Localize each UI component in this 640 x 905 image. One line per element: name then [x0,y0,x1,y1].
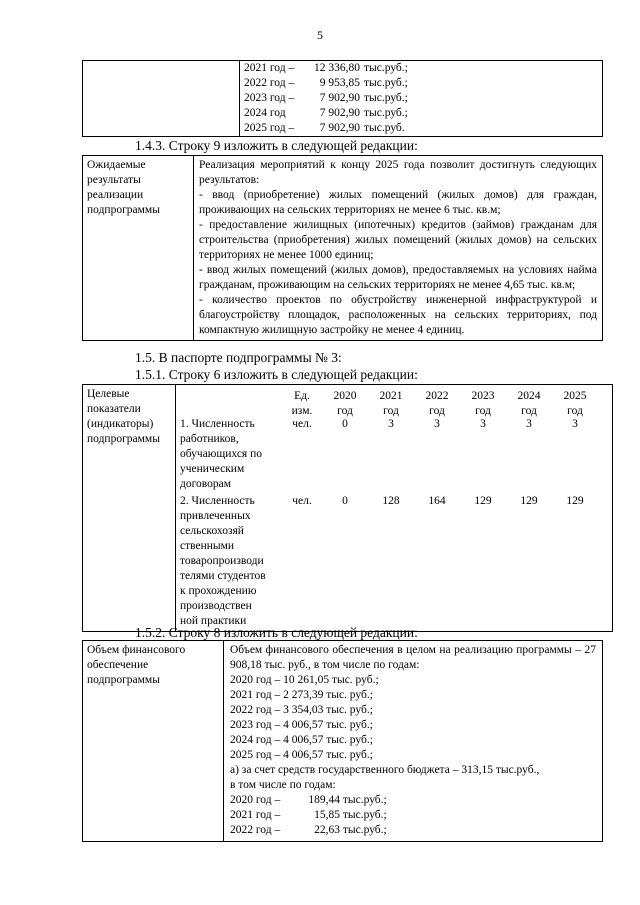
indicator-value: 0 [342,495,348,507]
financing-year-line: 2022 год – 3 354,03 тыс. руб.; [230,704,373,716]
expected-results-label: Ожидаемые результаты реализации подпрограммы [83,156,194,341]
label-line: Объем финансового [87,644,186,656]
label-line: (индикаторы) [87,418,154,430]
financing-year-line: 2025 год – 4 006,57 тыс. руб.; [230,749,373,761]
indicator-value: 3 [526,418,532,430]
financing-intro: Объем финансового обеспечения в целом на реализацию программы – 27 908,18 тыс. руб., в том числе по годам: [230,644,596,671]
financing-row [244,76,598,91]
financing-year: 2025 год – [244,122,295,134]
target-indicators-table [82,384,613,632]
financing-label [83,641,224,842]
result-paragraph: - предоставление жилищных (ипотечных) кредитов (займов) гражданам для строительства (приобретения) жилых помещений (жилых домов) на сельских территориях не менее 1000 единиц; [199,219,597,261]
page-number: 5 [317,28,323,42]
financing-year: 2022 год – [244,77,295,89]
indicator-row [176,417,612,492]
financing-years-cell [240,61,603,137]
heading-1-5-2: 1.5.2. Строку 8 изложить в следующей редакции: [135,625,418,640]
financing-content [224,641,603,842]
result-paragraph: - ввод (приобретение) жилых помещений (жилых домов) для граждан, проживающих на сельских территориях не менее 6 тыс. кв.м; [199,189,597,216]
financing-volume-table [82,640,603,842]
indicator-unit: чел. [292,495,312,507]
financing-amount: 12 336,80 [314,62,360,74]
state-budget-line: а) за счет средств государственного бюджета – 313,15 тыс.руб., [230,764,540,776]
financing-amount: 7 902,90 [319,122,360,134]
label-line: показатели [87,403,141,415]
result-paragraph: Реализация мероприятий к концу 2025 года позволит достигнуть следующих результатов: [199,159,597,186]
financing-unit: тыс.руб.; [364,62,408,74]
label-line: Целевые [87,388,130,400]
unit-header: Ед. изм. [291,390,313,417]
financing-row [244,91,598,106]
indicators-label [83,385,176,632]
financing-year: 2021 год – [244,62,295,74]
expected-results-content [194,156,603,341]
financing-unit: тыс.руб. [364,122,405,134]
state-budget-row: 2022 год – 22,63 тыс.руб.; [230,824,387,836]
indicator-name: 2. Численность привлеченных сельскохозяй ственными товаропроизводи телями студентов к прохождению производствен ной практики [180,495,266,627]
heading-1-4-3: 1.4.3. Строку 9 изложить в следующей редакции: [135,138,418,153]
financing-amount: 9 953,85 [319,77,360,89]
indicator-value: 3 [388,418,394,430]
state-budget-row: 2020 год – 189,44 тыс.руб.; [230,794,387,806]
indicator-value: 129 [474,495,492,507]
indicator-value: 129 [520,495,538,507]
year-header: 2022 год [425,390,449,417]
financing-amount: 7 902,90 [319,92,360,104]
empty-label-cell [83,61,240,137]
indicators-content [176,385,613,632]
financing-row [244,61,598,76]
financing-amount: 7 902,90 [319,107,360,119]
financing-year: 2023 год – [244,92,295,104]
year-header: 2021 год [379,390,403,417]
heading-1-5-1: 1.5.1. Строку 6 изложить в следующей редакции: [135,367,418,382]
financing-unit: тыс.руб.; [364,77,408,89]
year-header: 2024 год [517,390,541,417]
indicator-value: 129 [566,495,584,507]
financing-year-line: 2021 год – 2 273,39 тыс. руб.; [230,689,373,701]
label-line: подпрограммы [87,433,160,445]
financing-year-line: 2020 год – 10 261,05 тыс. руб.; [230,674,379,686]
financing-year: 2024 год [244,107,286,119]
indicator-value: 3 [480,418,486,430]
indicator-name: 1. Численность работников, обучающихся по ученическим договорам [180,418,262,490]
year-header: 2020 год [333,390,357,417]
expected-results-table [82,155,603,341]
financing-unit: тыс.руб.; [364,92,408,104]
financing-continuation-table [82,60,603,137]
result-paragraph: - количество проектов по обустройству инженерной инфраструктурой и благоустройству площадок, расположенных на сельских территориях, под компактную жилищную застройку не менее 4 единиц. [199,294,597,336]
financing-year-line: 2024 год – 4 006,57 тыс. руб.; [230,734,373,746]
financing-unit: тыс.руб.; [364,107,408,119]
year-header: 2025 год [563,390,587,417]
result-paragraph: - ввод жилых помещений (жилых домов), предоставляемых на условиях найма гражданам, проживающим на сельских территориях не менее 4,65 тыс. кв.м; [199,264,597,291]
label-line: обеспечение [87,659,149,671]
state-budget-row: 2021 год – 15,85 тыс.руб.; [230,809,387,821]
financing-row [244,106,598,121]
label-line: подпрограммы [87,674,160,686]
heading-1-5: 1.5. В паспорте подпрограммы № 3: [135,350,342,365]
indicator-value: 3 [434,418,440,430]
indicator-value: 128 [382,495,400,507]
financing-year-line: 2023 год – 4 006,57 тыс. руб.; [230,719,373,731]
indicator-unit: чел. [292,418,312,430]
financing-row [244,121,598,136]
indicator-row [176,494,612,629]
indicator-value: 164 [428,495,446,507]
indicator-value: 3 [572,418,578,430]
indicator-value: 0 [342,418,348,430]
state-budget-subtitle: в том числе по годам: [230,779,336,791]
indicators-header [176,385,612,417]
year-header: 2023 год [471,390,495,417]
